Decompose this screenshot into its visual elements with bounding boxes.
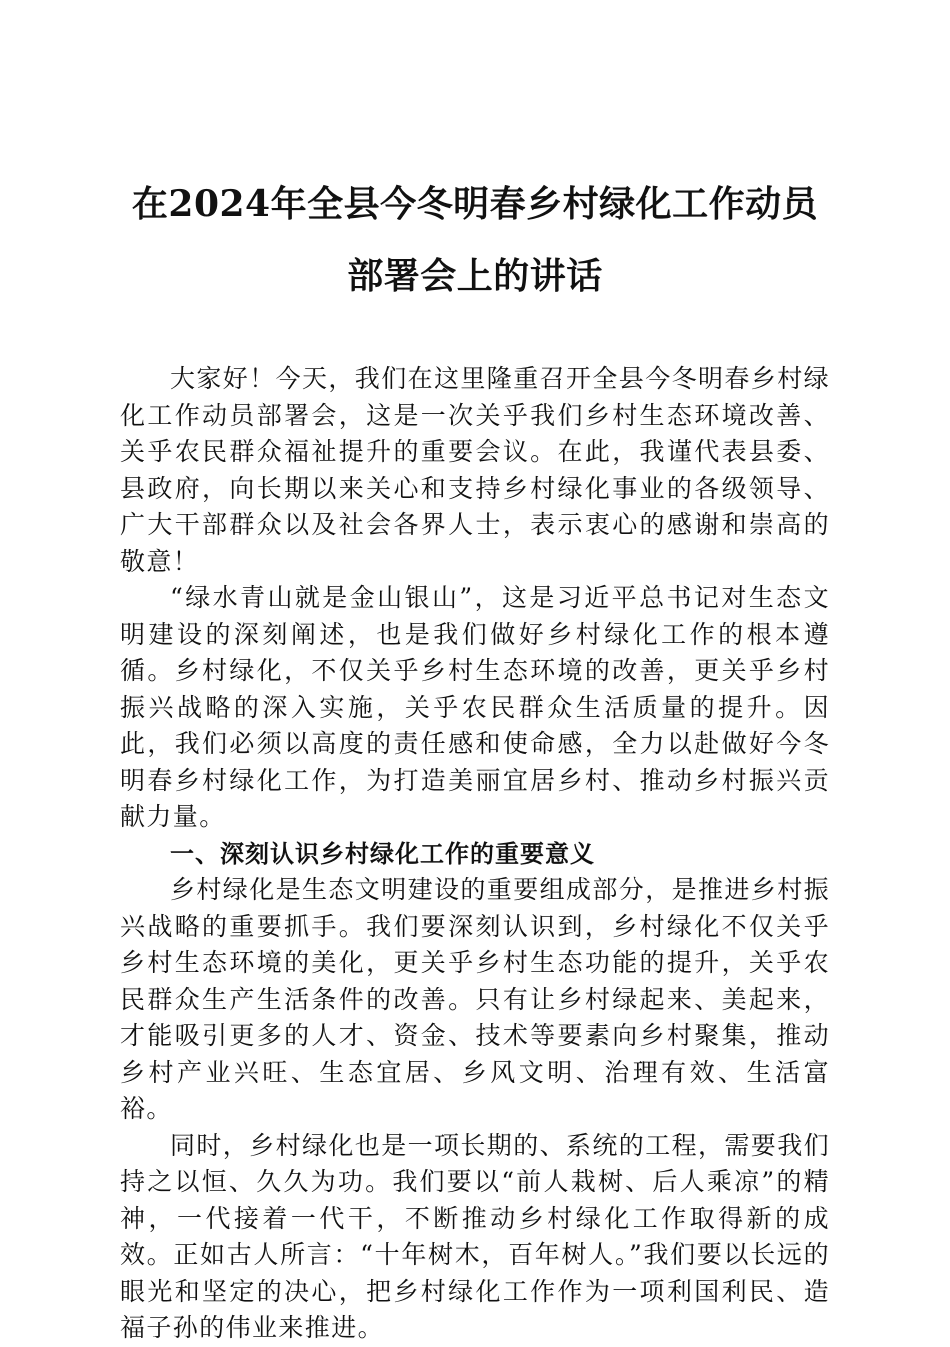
body-paragraph: 同时，乡村绿化也是一项长期的、系统的工程，需要我们持之以恒、久久为功。我们要以“前人栽树、后人乘凉”的精神，一代接着一代干，不断推动乡村绿化工作取得新的成效。正如古人所言：“十年树木，百年树人。”我们要以长远的眼光和坚定的决心，把乡村绿化工作作为一项利国利民、造福子孙的伟业来推进。 [120, 1130, 831, 1342]
document-body [120, 361, 830, 1347]
section-heading: 一、深刻认识乡村绿化工作的重要意义 [170, 839, 595, 868]
document-title: 在2024年全县今冬明春乡村绿化工作动员部署会上的讲话 [131, 183, 819, 297]
body-paragraph: 乡村绿化是生态文明建设的重要组成部分，是推进乡村振兴战略的重要抓手。我们要深刻认识到，乡村绿化不仅关乎乡村生态环境的美化，更关乎乡村生态功能的提升，关乎农民群众生产生活条件的改善。只有让乡村绿起来、美起来，才能吸引更多的人才、资金、技术等要素向乡村聚集，推动乡村产业兴旺、生态宜居、乡风文明、治理有效、生活富裕。 [120, 875, 831, 1123]
body-paragraph: “绿水青山就是金山银山”，这是习近平总书记对生态文明建设的深刻阐述，也是我们做好乡村绿化工作的根本遵循。乡村绿化，不仅关乎乡村生态环境的改善，更关乎乡村振兴战略的深入实施，关乎农民群众生活质量的提升。因此，我们必须以高度的责任感和使命感，全力以赴做好今冬明春乡村绿化工作，为打造美丽宜居乡村、推动乡村振兴贡献力量。 [120, 583, 830, 831]
body-paragraph: 大家好！今天，我们在这里隆重召开全县今冬明春乡村绿化工作动员部署会，这是一次关乎我们乡村生态环境改善、关乎农民群众福祉提升的重要会议。在此，我谨代表县委、县政府，向长期以来关心和支持乡村绿化事业的各级领导、广大干部群众以及社会各界人士，表示衷心的感谢和崇高的敬意！ [120, 364, 831, 576]
